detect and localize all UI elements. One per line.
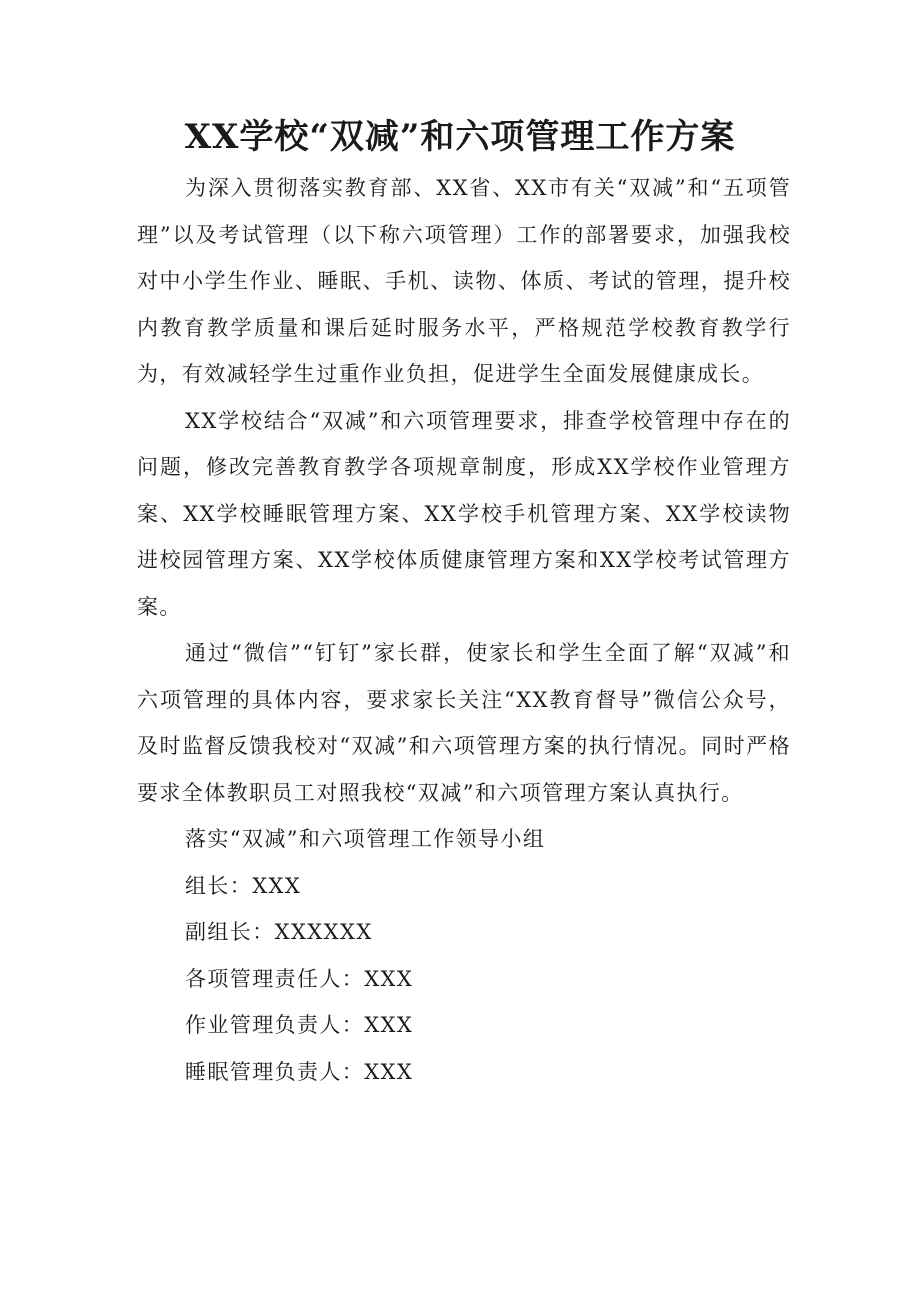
role-line-homework: 作业管理负责人：XXX (185, 1013, 414, 1037)
paragraph-review: XX学校结合“双减”和六项管理要求，排查学校管理中存在的问题，修改完善教育教学各项规章制度，形成XX学校作业管理方案、XX学校睡眠管理方案、XX学校手机管理方案、XX学校读物进校园管理方案、XX学校体质健康管理方案和XX学校考试管理方案。 (137, 408, 791, 619)
group-heading: 落实“双减”和六项管理工作领导小组 (185, 827, 546, 851)
paragraph-communication: 通过“微信”“钉钉”家长群，使家长和学生全面了解“双减”和六项管理的具体内容，要求家长关注“XX教育督导”微信公众号，及时监督反馈我校对“双减”和六项管理方案的执行情况。同时严格要求全体教职员工对照我校“双减”和六项管理方案认真执行。 (137, 641, 791, 805)
document-title: XX学校“双减”和六项管理工作方案 (184, 117, 736, 157)
paragraph-intro: 为深入贯彻落实教育部、XX省、XX市有关“双减”和“五项管理”以及考试管理（以下称六项管理）工作的部署要求，加强我校对中小学生作业、睡眠、手机、读物、体质、考试的管理，提升校内教育教学质量和课后延时服务水平，严格规范学校教育教学行为，有效减轻学生过重作业负担，促进学生全面发展健康成长。 (137, 176, 791, 386)
role-line-sleep: 睡眠管理负责人：XXX (185, 1059, 414, 1084)
role-line-management: 各项管理责任人：XXX (185, 966, 414, 991)
document-body (137, 165, 791, 1095)
role-line-leader: 组长：XXX (185, 873, 302, 898)
role-line-deputy: 副组长：XXXXXX (185, 920, 373, 944)
